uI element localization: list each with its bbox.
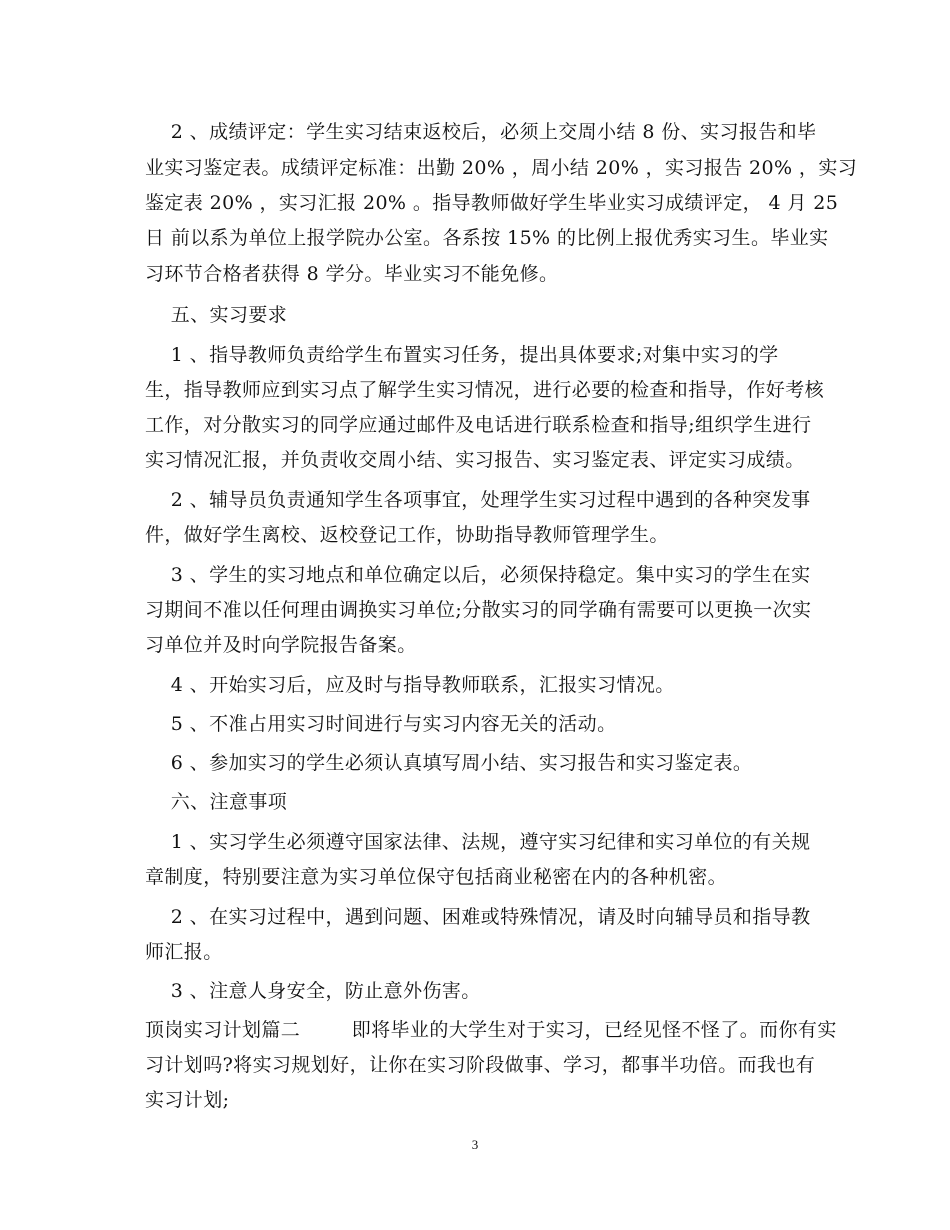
page-number: 3 [471, 1137, 479, 1152]
text-line: 件，做好学生离校、返校登记工作，协助指导教师管理学生。 [145, 524, 669, 546]
text-line: 5 、不准占用实习时间进行与实习内容无关的活动。 [145, 713, 617, 735]
text-line: 1 、指导教师负责给学生布置实习任务，提出具体要求;对集中实习的学 [145, 344, 779, 366]
text-line: 3 、注意人身安全，防止意外伤害。 [145, 980, 481, 1002]
text-line: 习环节合格者获得 8 学分。毕业实习不能免修。 [145, 263, 559, 285]
text-line: 实习情况汇报，并负责收交周小结、实习报告、实习鉴定表、评定实习成绩。 [145, 449, 805, 471]
text-line: 3 、学生的实习地点和单位确定以后，必须保持稳定。集中实习的学生在实 [145, 564, 811, 586]
section-heading: 六、注意事项 [145, 791, 288, 813]
text-line: 实习计划; [145, 1089, 230, 1111]
text-line: 日 前以系为单位上报学院办公室。各系按 15% 的比例上报优秀实习生。毕业实 [145, 227, 829, 249]
text-line: 习计划吗?将实习规划好，让你在实习阶段做事、学习，都事半功倍。而我也有 [145, 1054, 816, 1076]
section-heading: 五、实习要求 [145, 304, 288, 326]
text-line: 生，指导教师应到实习点了解学生实习情况，进行必要的检查和指导，作好考核 [145, 379, 825, 401]
text-line: 2 、在实习过程中，遇到问题、困难或特殊情况，请及时向辅导员和指导教 [145, 906, 811, 928]
text-line: 工作，对分散实习的同学应通过邮件及电话进行联系检查和指导;组织学生进行 [145, 414, 812, 436]
text-line: 6 、参加实习的学生必须认真填写周小结、实习报告和实习鉴定表。 [145, 752, 753, 774]
text-line: 2 、辅导员负责通知学生各项事宜，处理学生实习过程中遇到的各种突发事 [145, 489, 811, 511]
text-line: 业实习鉴定表。成绩评定标准：出勤 20% ，周小结 20% ，实习报告 20% ，实习 [145, 157, 858, 179]
text-line: 2 、成绩评定：学生实习结束返校后，必须上交周小结 8 份、实习报告和毕 [145, 121, 817, 143]
text-line: 顶岗实习计划篇二 即将毕业的大学生对于实习，已经见怪不怪了。而你有实 [145, 1019, 837, 1041]
text-line: 习期间不准以任何理由调换实习单位;分散实习的同学确有需要可以更换一次实 [145, 599, 812, 621]
text-line: 师汇报。 [145, 941, 223, 963]
text-line: 4 、开始实习后，应及时与指导教师联系，汇报实习情况。 [145, 674, 675, 696]
text-line: 1 、实习学生必须遵守国家法律、法规，遵守实习纪律和实习单位的有关规 [145, 831, 811, 853]
text-line: 鉴定表 20% ，实习汇报 20% 。指导教师做好学生毕业实习成绩评定， 4 月 25 [145, 192, 839, 214]
text-line: 习单位并及时向学院报告备案。 [145, 634, 417, 656]
text-line: 章制度，特别要注意为实习单位保守包括商业秘密在内的各种机密。 [145, 866, 728, 888]
